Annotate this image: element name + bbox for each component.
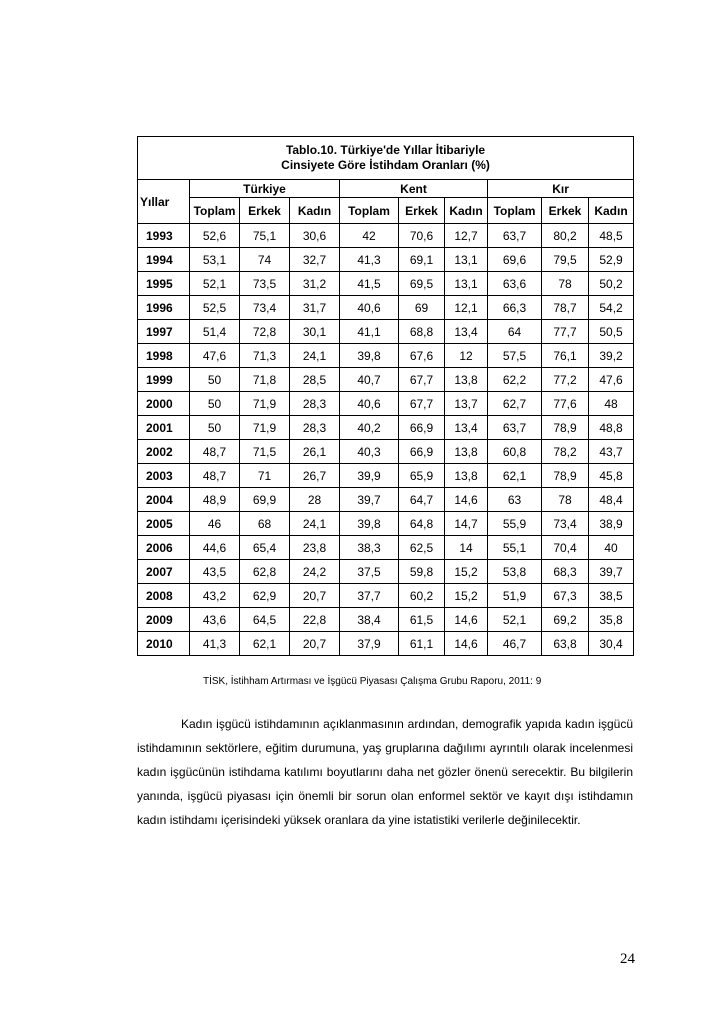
table-row	[138, 608, 634, 632]
value-cell: 14,6	[445, 608, 488, 632]
value-cell: 48,7	[190, 440, 240, 464]
employment-rates-table	[137, 136, 634, 656]
value-cell: 47,6	[190, 344, 240, 368]
value-cell: 13,4	[445, 416, 488, 440]
value-cell: 70,4	[542, 536, 589, 560]
value-cell: 69,6	[488, 248, 542, 272]
value-cell: 68,8	[399, 320, 445, 344]
value-cell: 70,6	[399, 224, 445, 248]
value-cell: 39,9	[340, 464, 399, 488]
value-cell: 65,9	[399, 464, 445, 488]
table-title-line-1: Tablo.10. Türkiye'de Yıllar İtibariyle	[285, 143, 486, 157]
value-cell: 43,2	[190, 584, 240, 608]
value-cell: 40,6	[340, 296, 399, 320]
year-cell: 1998	[138, 344, 190, 368]
value-cell: 14,6	[445, 488, 488, 512]
value-cell: 26,1	[290, 440, 340, 464]
year-cell: 2008	[138, 584, 190, 608]
value-cell: 37,5	[340, 560, 399, 584]
value-cell: 53,1	[190, 248, 240, 272]
column-header: Erkek	[399, 198, 445, 224]
value-cell: 12,7	[445, 224, 488, 248]
table-row	[138, 248, 634, 272]
value-cell: 50	[190, 368, 240, 392]
value-cell: 45,8	[589, 464, 634, 488]
value-cell: 35,8	[589, 608, 634, 632]
value-cell: 32,7	[290, 248, 340, 272]
value-cell: 78,9	[542, 464, 589, 488]
year-cell: 1999	[138, 368, 190, 392]
value-cell: 14	[445, 536, 488, 560]
value-cell: 38,4	[340, 608, 399, 632]
table-title	[138, 137, 634, 180]
value-cell: 67,7	[399, 392, 445, 416]
value-cell: 28,3	[290, 392, 340, 416]
value-cell: 55,1	[488, 536, 542, 560]
value-cell: 73,4	[542, 512, 589, 536]
value-cell: 64,7	[399, 488, 445, 512]
table-row	[138, 488, 634, 512]
value-cell: 48,7	[190, 464, 240, 488]
value-cell: 52,9	[589, 248, 634, 272]
table-row	[138, 224, 634, 248]
column-header: Kadın	[445, 198, 488, 224]
value-cell: 12	[445, 344, 488, 368]
value-cell: 22,8	[290, 608, 340, 632]
value-cell: 44,6	[190, 536, 240, 560]
value-cell: 72,8	[240, 320, 290, 344]
table-row	[138, 536, 634, 560]
value-cell: 69,2	[542, 608, 589, 632]
value-cell: 13,8	[445, 440, 488, 464]
value-cell: 68	[240, 512, 290, 536]
column-header: Toplam	[488, 198, 542, 224]
value-cell: 77,6	[542, 392, 589, 416]
value-cell: 54,2	[589, 296, 634, 320]
value-cell: 53,8	[488, 560, 542, 584]
value-cell: 71,9	[240, 416, 290, 440]
value-cell: 15,2	[445, 560, 488, 584]
value-cell: 24,1	[290, 344, 340, 368]
value-cell: 60,2	[399, 584, 445, 608]
value-cell: 52,6	[190, 224, 240, 248]
value-cell: 47,6	[589, 368, 634, 392]
value-cell: 12,1	[445, 296, 488, 320]
value-cell: 24,1	[290, 512, 340, 536]
value-cell: 66,9	[399, 440, 445, 464]
table-title-line-2: Cinsiyete Göre İstihdam Oranları (%)	[281, 158, 490, 172]
value-cell: 48,9	[190, 488, 240, 512]
value-cell: 30,1	[290, 320, 340, 344]
year-cell: 1997	[138, 320, 190, 344]
value-cell: 69	[399, 296, 445, 320]
year-cell: 2004	[138, 488, 190, 512]
value-cell: 40,6	[340, 392, 399, 416]
value-cell: 14,6	[445, 632, 488, 656]
value-cell: 66,9	[399, 416, 445, 440]
value-cell: 46	[190, 512, 240, 536]
value-cell: 63	[488, 488, 542, 512]
value-cell: 40	[589, 536, 634, 560]
value-cell: 63,6	[488, 272, 542, 296]
value-cell: 57,5	[488, 344, 542, 368]
value-cell: 14,7	[445, 512, 488, 536]
table-source-note: TİSK, İstihham Artırması ve İşgücü Piyasası Çalışma Grubu Raporu, 2011: 9	[203, 676, 542, 687]
value-cell: 63,7	[488, 416, 542, 440]
value-cell: 62,5	[399, 536, 445, 560]
value-cell: 75,1	[240, 224, 290, 248]
value-cell: 41,1	[340, 320, 399, 344]
group-header-turkiye: Türkiye	[190, 180, 340, 198]
value-cell: 39,7	[589, 560, 634, 584]
value-cell: 40,2	[340, 416, 399, 440]
value-cell: 31,2	[290, 272, 340, 296]
table-row	[138, 368, 634, 392]
value-cell: 66,3	[488, 296, 542, 320]
value-cell: 78	[542, 272, 589, 296]
value-cell: 73,4	[240, 296, 290, 320]
value-cell: 52,1	[488, 608, 542, 632]
value-cell: 62,1	[488, 464, 542, 488]
table-row	[138, 344, 634, 368]
value-cell: 64,5	[240, 608, 290, 632]
value-cell: 67,3	[542, 584, 589, 608]
value-cell: 39,7	[340, 488, 399, 512]
value-cell: 37,7	[340, 584, 399, 608]
value-cell: 69,5	[399, 272, 445, 296]
value-cell: 74	[240, 248, 290, 272]
column-header: Erkek	[240, 198, 290, 224]
value-cell: 43,7	[589, 440, 634, 464]
value-cell: 62,9	[240, 584, 290, 608]
value-cell: 62,2	[488, 368, 542, 392]
value-cell: 43,5	[190, 560, 240, 584]
value-cell: 59,8	[399, 560, 445, 584]
value-cell: 50	[190, 392, 240, 416]
value-cell: 28,5	[290, 368, 340, 392]
year-cell: 1996	[138, 296, 190, 320]
value-cell: 71	[240, 464, 290, 488]
value-cell: 46,7	[488, 632, 542, 656]
year-cell: 2002	[138, 440, 190, 464]
table-row	[138, 296, 634, 320]
value-cell: 78,7	[542, 296, 589, 320]
subheader-row	[138, 198, 634, 224]
value-cell: 13,7	[445, 392, 488, 416]
value-cell: 13,8	[445, 464, 488, 488]
value-cell: 48	[589, 392, 634, 416]
value-cell: 78	[542, 488, 589, 512]
value-cell: 69,1	[399, 248, 445, 272]
value-cell: 64	[488, 320, 542, 344]
value-cell: 41,3	[340, 248, 399, 272]
value-cell: 15,2	[445, 584, 488, 608]
value-cell: 79,5	[542, 248, 589, 272]
value-cell: 39,2	[589, 344, 634, 368]
value-cell: 39,8	[340, 344, 399, 368]
value-cell: 48,5	[589, 224, 634, 248]
value-cell: 68,3	[542, 560, 589, 584]
row-header-years: Yıllar	[138, 180, 190, 224]
value-cell: 50	[190, 416, 240, 440]
value-cell: 61,5	[399, 608, 445, 632]
value-cell: 51,4	[190, 320, 240, 344]
value-cell: 60,8	[488, 440, 542, 464]
value-cell: 62,1	[240, 632, 290, 656]
table-row	[138, 392, 634, 416]
year-cell: 2005	[138, 512, 190, 536]
table-row	[138, 320, 634, 344]
value-cell: 40,3	[340, 440, 399, 464]
value-cell: 26,7	[290, 464, 340, 488]
value-cell: 48,4	[589, 488, 634, 512]
value-cell: 50,5	[589, 320, 634, 344]
table-row	[138, 512, 634, 536]
value-cell: 63,7	[488, 224, 542, 248]
value-cell: 31,7	[290, 296, 340, 320]
year-cell: 1994	[138, 248, 190, 272]
group-header-kir: Kır	[488, 180, 634, 198]
value-cell: 69,9	[240, 488, 290, 512]
value-cell: 67,7	[399, 368, 445, 392]
value-cell: 73,5	[240, 272, 290, 296]
value-cell: 30,4	[589, 632, 634, 656]
value-cell: 13,4	[445, 320, 488, 344]
value-cell: 48,8	[589, 416, 634, 440]
value-cell: 62,7	[488, 392, 542, 416]
table-row	[138, 560, 634, 584]
value-cell: 71,5	[240, 440, 290, 464]
value-cell: 41,5	[340, 272, 399, 296]
value-cell: 63,8	[542, 632, 589, 656]
group-header-kent: Kent	[340, 180, 488, 198]
value-cell: 51,9	[488, 584, 542, 608]
value-cell: 77,2	[542, 368, 589, 392]
value-cell: 71,8	[240, 368, 290, 392]
value-cell: 78,9	[542, 416, 589, 440]
value-cell: 67,6	[399, 344, 445, 368]
value-cell: 77,7	[542, 320, 589, 344]
value-cell: 13,1	[445, 248, 488, 272]
value-cell: 30,6	[290, 224, 340, 248]
value-cell: 76,1	[542, 344, 589, 368]
value-cell: 64,8	[399, 512, 445, 536]
table-body	[138, 224, 634, 656]
year-cell: 2000	[138, 392, 190, 416]
value-cell: 28,3	[290, 416, 340, 440]
year-cell: 2010	[138, 632, 190, 656]
value-cell: 38,9	[589, 512, 634, 536]
value-cell: 41,3	[190, 632, 240, 656]
year-cell: 2009	[138, 608, 190, 632]
paragraph-text: Kadın işgücü istihdamının açıklanmasının ardından, demografik yapıda kadın işgücü istihdamının sektörlere, eğitim durumuna, yaş gruplarına dağılımı ayrıntılı olarak incelenmesi kadın işgücünün istihdama katılımı boyutlarını daha net gözler önenü serecektir. Bu bilgilerin yanında, işgücü piyasası için önemli bir sorun olan enformel sektör ve kayıt dışı istihdamın kadın istihdamı içerisindeki yüksek oranlara da yine istatistiki verilerle değinilecektir.	[137, 717, 633, 827]
value-cell: 38,3	[340, 536, 399, 560]
value-cell: 43,6	[190, 608, 240, 632]
value-cell: 55,9	[488, 512, 542, 536]
year-cell: 1993	[138, 224, 190, 248]
value-cell: 13,1	[445, 272, 488, 296]
value-cell: 52,5	[190, 296, 240, 320]
value-cell: 28	[290, 488, 340, 512]
table-row	[138, 464, 634, 488]
value-cell: 20,7	[290, 584, 340, 608]
column-header: Kadın	[589, 198, 634, 224]
column-header: Toplam	[340, 198, 399, 224]
year-cell: 2006	[138, 536, 190, 560]
table-row	[138, 416, 634, 440]
column-header: Kadın	[290, 198, 340, 224]
value-cell: 71,9	[240, 392, 290, 416]
body-paragraph	[137, 712, 633, 832]
value-cell: 61,1	[399, 632, 445, 656]
value-cell: 42	[340, 224, 399, 248]
table-row	[138, 584, 634, 608]
year-cell: 2007	[138, 560, 190, 584]
value-cell: 65,4	[240, 536, 290, 560]
value-cell: 37,9	[340, 632, 399, 656]
value-cell: 62,8	[240, 560, 290, 584]
table-row	[138, 440, 634, 464]
value-cell: 50,2	[589, 272, 634, 296]
value-cell: 23,8	[290, 536, 340, 560]
value-cell: 13,8	[445, 368, 488, 392]
value-cell: 20,7	[290, 632, 340, 656]
table-row	[138, 632, 634, 656]
page-number: 24	[620, 951, 635, 967]
value-cell: 80,2	[542, 224, 589, 248]
value-cell: 24,2	[290, 560, 340, 584]
column-header: Erkek	[542, 198, 589, 224]
year-cell: 1995	[138, 272, 190, 296]
value-cell: 39,8	[340, 512, 399, 536]
column-header: Toplam	[190, 198, 240, 224]
value-cell: 40,7	[340, 368, 399, 392]
value-cell: 52,1	[190, 272, 240, 296]
value-cell: 71,3	[240, 344, 290, 368]
year-cell: 2001	[138, 416, 190, 440]
table-row	[138, 272, 634, 296]
value-cell: 38,5	[589, 584, 634, 608]
value-cell: 78,2	[542, 440, 589, 464]
year-cell: 2003	[138, 464, 190, 488]
